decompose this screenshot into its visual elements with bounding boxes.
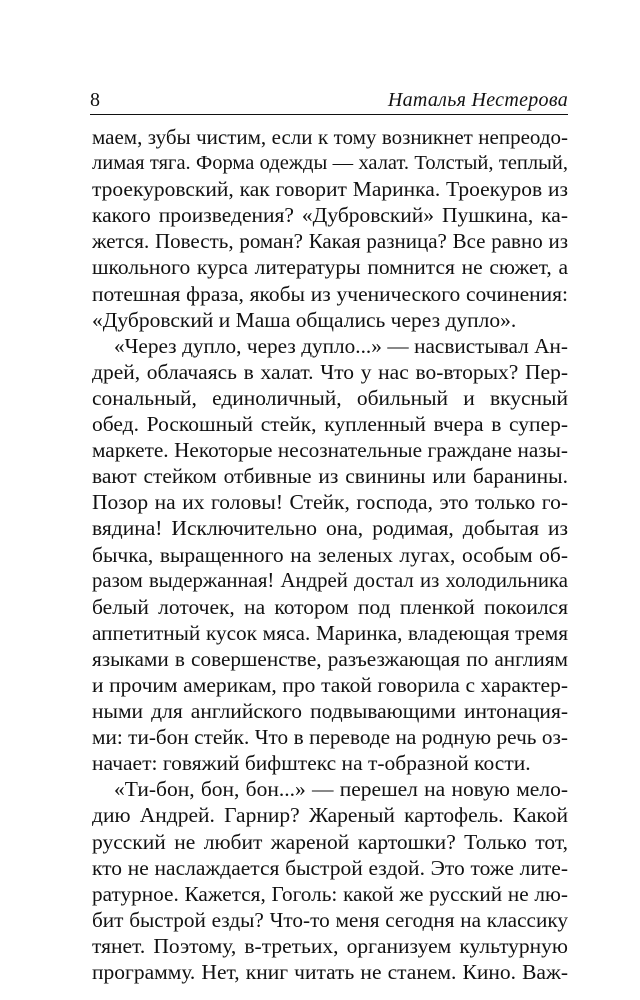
text-line: и прочим америкам, про такой говорила с характер- xyxy=(92,672,568,697)
text-line: дию Андрей. Гарнир? Жареный картофель. Какой xyxy=(92,803,568,828)
text-line: кто не наслаждается быстрой ездой. Это тоже лите- xyxy=(92,855,568,880)
text-line: дрей, облачаясь в халат. Что у нас во-вторых? Пер- xyxy=(92,359,568,384)
text-line: ратурное. Кажется, Гоголь: какой же русский не лю- xyxy=(92,881,568,906)
page-header xyxy=(90,86,568,115)
text-line: какого произведения? «Дубровский» Пушкина, ка- xyxy=(92,203,568,228)
text-line: «Через дупло, через дупло...» — насвистывал Ан- xyxy=(114,333,568,358)
text-line: тянет. Поэтому, в-третьих, организуем культурную xyxy=(92,933,568,958)
text-line: русский не любит жареной картошки? Только тот, xyxy=(92,829,568,854)
text-line: вают стейком отбивные из свинины или баранины. xyxy=(92,464,568,489)
text-line: лимая тяга. Форма одежды — халат. Толстый, теплый, xyxy=(92,152,568,175)
text-line: бычка, выращенного на зеленых лугах, особым об- xyxy=(92,542,568,567)
text-line: маркете. Некоторые несознательные граждане назы- xyxy=(92,438,568,463)
text-line: потешная фраза, якобы из ученического сочинения: xyxy=(92,281,568,306)
text-line: вядина! Исключительно она, родимая, добытая из xyxy=(92,516,568,541)
text-line: ными для английского подвывающими интонация- xyxy=(92,699,568,724)
text-line: «Дубровский и Маша общались через дупло». xyxy=(92,307,517,332)
text-line: ми: ти-бон стейк. Что в переводе на родную речь оз- xyxy=(92,725,568,750)
text-line: языками в совершенстве, разъезжающая по англиям xyxy=(92,646,568,671)
text-line: жется. Повесть, роман? Какая разница? Все равно из xyxy=(92,229,568,254)
text-line: школьного курса литературы помнится не сюжет, а xyxy=(92,255,568,280)
text-line: начает: говяжий бифштекс на т-образной кости. xyxy=(92,751,531,776)
text-line: троекуровский, как говорит Маринка. Троекуров из xyxy=(92,177,568,202)
page-number: 8 xyxy=(90,89,100,111)
text-line: разом выдержанная! Андрей достал из холодильника xyxy=(92,569,568,592)
text-line: программу. Нет, книг читать не станем. Кино. Важ- xyxy=(92,960,568,984)
body-text xyxy=(92,124,568,985)
text-line: аппетитный кусок мяса. Маринка, владеющая тремя xyxy=(92,620,568,645)
text-line: бит быстрой езды? Что-то меня сегодня на классику xyxy=(92,907,568,932)
text-line: обед. Роскошный стейк, купленный вчера в супер- xyxy=(92,412,568,437)
text-line: «Ти-бон, бон, бон...» — перешел на новую мело- xyxy=(114,777,568,802)
text-line: Позор на их головы! Стейк, господа, это только го- xyxy=(92,490,568,515)
text-line: сональный, единоличный, обильный и вкусный xyxy=(92,385,568,410)
running-head-author: Наталья Нестерова xyxy=(387,89,568,111)
text-line: маем, зубы чистим, если к тому возникнет непреодо- xyxy=(92,125,568,149)
text-line: белый лоточек, на котором под пленкой покоился xyxy=(92,594,568,619)
